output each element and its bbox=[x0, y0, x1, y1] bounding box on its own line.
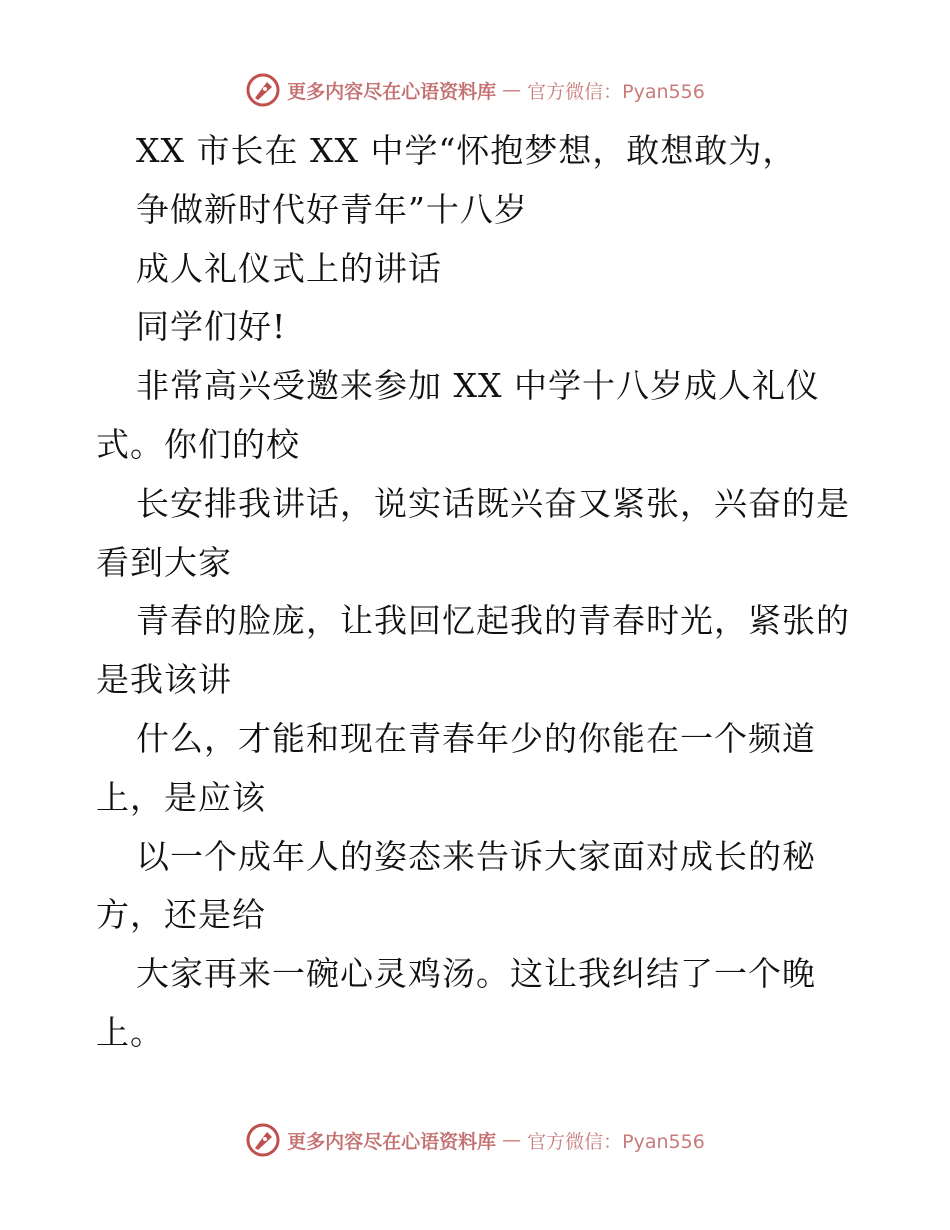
paragraph-line: 以一个成年人的姿态来告诉大家面对成长的秘 bbox=[136, 836, 816, 876]
title-line-3: 成人礼仪式上的讲话 bbox=[136, 248, 442, 288]
paragraph-line: 是我该讲 bbox=[96, 660, 232, 700]
document-body bbox=[96, 122, 856, 1063]
paragraph-line: 方，还是给 bbox=[96, 895, 266, 935]
title-line-2: 争做新时代好青年”十八岁 bbox=[136, 189, 528, 229]
paragraph-line: 非常高兴受邀来参加 XX 中学十八岁成人礼仪 bbox=[136, 366, 820, 406]
paragraph-line: 什么，才能和现在青春年少的你能在一个频道 bbox=[136, 718, 816, 758]
header-main-text: 更多内容尽在心语资料库 bbox=[287, 80, 497, 103]
footer-wechat-text: 官方微信：Pyan556 bbox=[527, 1130, 705, 1153]
footer-banner bbox=[0, 1122, 950, 1158]
pen-nib-logo-icon bbox=[245, 1122, 281, 1158]
paragraph-line: 看到大家 bbox=[96, 542, 232, 582]
paragraph-line: 上。 bbox=[96, 1012, 164, 1052]
footer-separator: — bbox=[502, 1129, 522, 1151]
header-banner bbox=[0, 72, 950, 108]
pen-nib-logo-icon bbox=[245, 72, 281, 108]
header-separator: — bbox=[502, 79, 522, 101]
header-wechat-text: 官方微信：Pyan556 bbox=[527, 80, 705, 103]
footer-main-text: 更多内容尽在心语资料库 bbox=[287, 1130, 497, 1153]
paragraph-line: 青春的脸庞，让我回忆起我的青春时光，紧张的 bbox=[136, 601, 850, 641]
title-line-1: XX 市长在 XX 中学“怀抱梦想，敢想敢为， bbox=[136, 131, 797, 170]
paragraph-line: 式。你们的校 bbox=[96, 424, 300, 464]
paragraph-line: 大家再来一碗心灵鸡汤。这让我纠结了一个晚 bbox=[136, 954, 816, 994]
paragraph-line: 上，是应该 bbox=[96, 777, 266, 817]
greeting-line: 同学们好! bbox=[136, 307, 287, 347]
paragraph-line: 长安排我讲话，说实话既兴奋又紧张，兴奋的是 bbox=[136, 483, 850, 523]
